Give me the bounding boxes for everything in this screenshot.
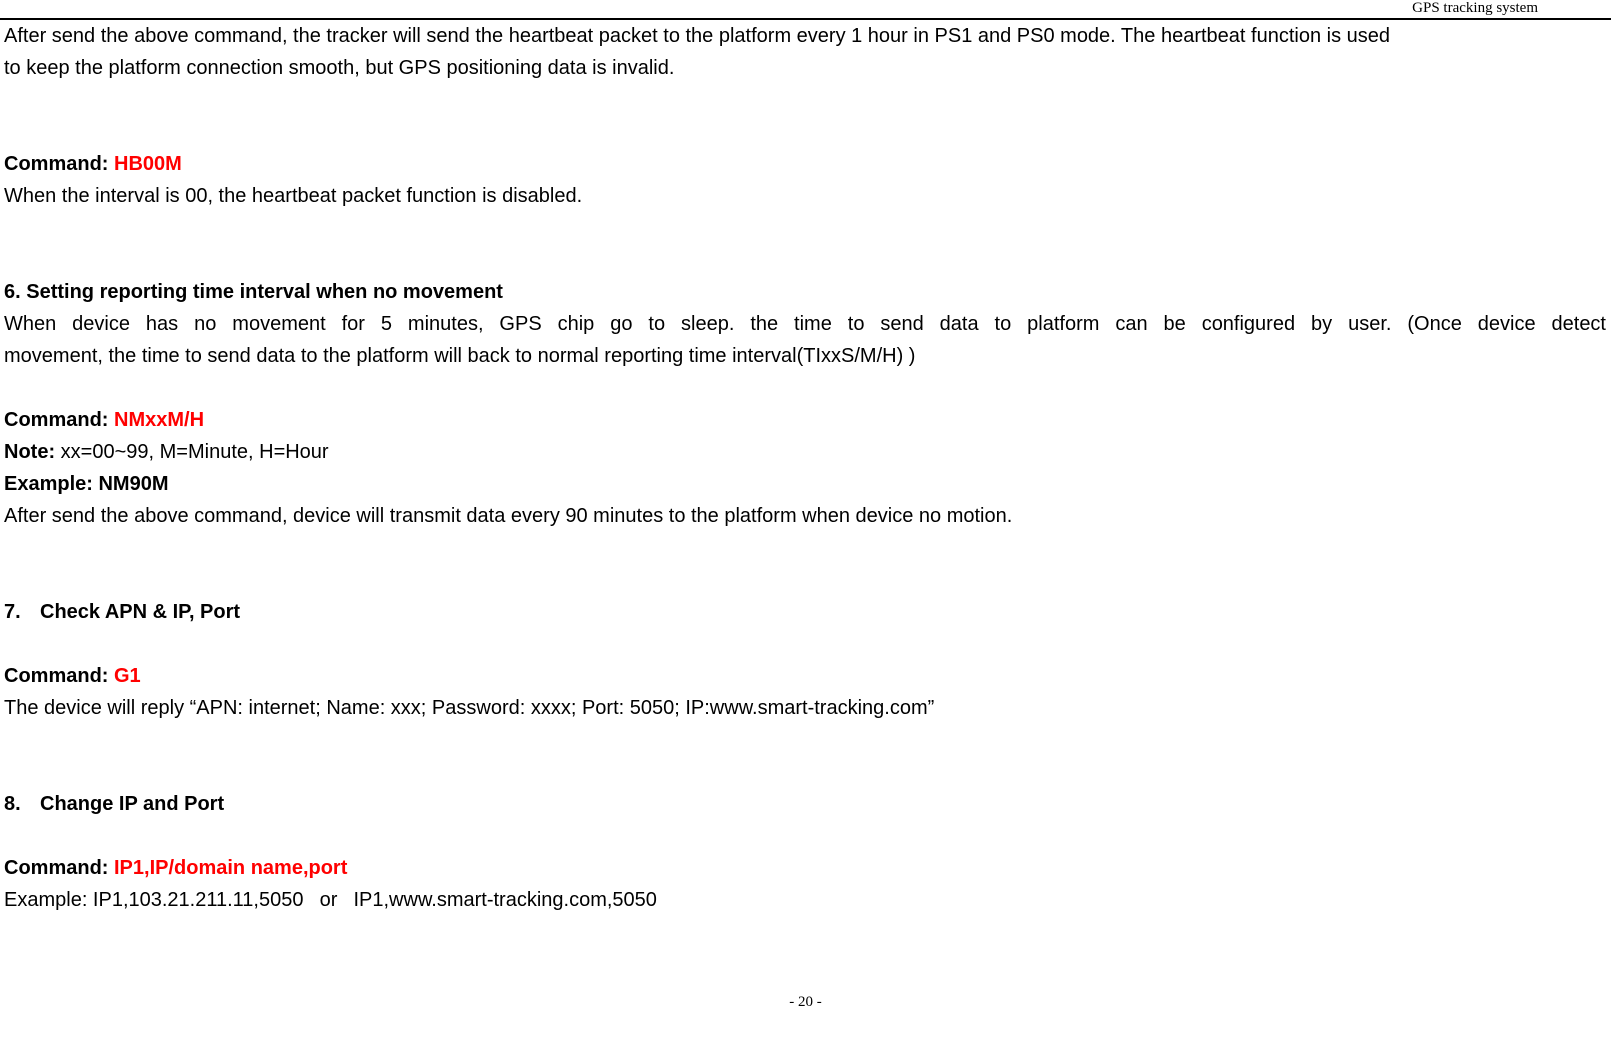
command-label: Command:	[4, 665, 114, 687]
section-6-example-desc: After send the above command, device will transmit data every 90 minutes to the platform when device no motion.	[4, 505, 1013, 527]
page-number: - 20 -	[789, 994, 822, 1010]
section-7-command-line	[4, 660, 1606, 692]
command-value: G1	[114, 665, 141, 687]
section-heading-text: Check APN & IP, Port	[40, 601, 241, 623]
hb-command-line	[4, 148, 1606, 180]
note-label: Note:	[4, 441, 61, 463]
section-8-command-line	[4, 852, 1606, 884]
command-label: Command:	[4, 153, 114, 175]
intro-line-2: to keep the platform connection smooth, but GPS positioning data is invalid.	[4, 57, 675, 79]
section-6-heading: 6. Setting reporting time interval when no movement	[4, 281, 503, 303]
section-number: 8.	[4, 793, 21, 815]
section-6-para-line-1: When device has no movement for 5 minutes, GPS chip go to sleep. the time to send data to platform can be configured by user. (Once device detect	[4, 313, 1606, 335]
command-label: Command:	[4, 409, 114, 431]
command-label: Command:	[4, 857, 114, 879]
example-value: NM90M	[98, 473, 169, 495]
example-or-text: or	[319, 889, 338, 911]
section-number: 7.	[4, 601, 21, 623]
section-6-note-line	[4, 436, 1606, 468]
command-value: HB00M	[114, 153, 182, 175]
section-7-heading	[4, 596, 1606, 628]
section-8-heading	[4, 788, 1606, 820]
command-value: IP1,IP/domain name,port	[114, 857, 348, 879]
note-value: xx=00~99, M=Minute, H=Hour	[60, 441, 329, 463]
running-header-title: GPS tracking system	[1412, 0, 1538, 16]
example-domain-text: IP1,www.smart-tracking.com,5050	[353, 889, 657, 911]
section-7-reply: The device will reply “APN: internet; Name: xxx; Password: xxxx; Port: 5050; IP:www.smart-tracking.com”	[4, 697, 935, 719]
example-ip-text: Example: IP1,103.21.211.11,5050	[4, 889, 304, 911]
section-6-example-line	[4, 468, 1606, 500]
section-8-example-line	[4, 884, 1606, 916]
section-6-para-line-2: movement, the time to send data to the platform will back to normal reporting time interval(TIxxS/M/H) )	[4, 345, 916, 367]
page-body	[4, 20, 1606, 916]
command-value: NMxxM/H	[114, 409, 205, 431]
intro-line-1: After send the above command, the tracker will send the heartbeat packet to the platform every 1 hour in PS1 and PS0 mode. The heartbeat function is used	[4, 25, 1390, 47]
example-label: Example:	[4, 473, 99, 495]
section-heading-text: Change IP and Port	[40, 793, 225, 815]
section-6-command-line	[4, 404, 1606, 436]
hb-description: When the interval is 00, the heartbeat packet function is disabled.	[4, 185, 583, 207]
